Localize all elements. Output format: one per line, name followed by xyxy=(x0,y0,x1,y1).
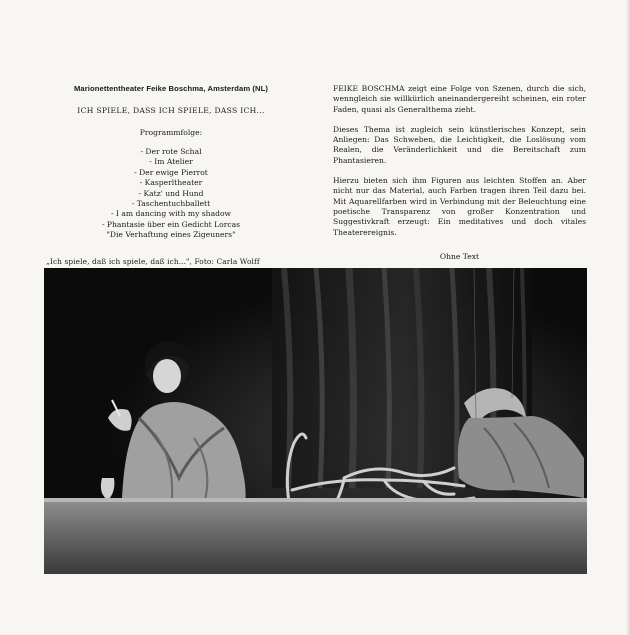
programm-item: - Kasperltheater xyxy=(139,178,203,188)
programm-item: - Der ewige Pierrot xyxy=(134,167,208,177)
programm-item: - Katz' und Hund xyxy=(138,188,204,198)
description-paragraph: Hierzu bieten sich ihm Figuren aus leichten Stoffen an. Aber nicht nur das Material, auch Farben tragen ihren Teil dazu bei. Mit Aquarellfarben wird in Verbindung mit der Beleuchtung eine poetische Transparenz von großer Konzentration und Suggestivkraft erzeugt: Ein meditatives und doch vitales Theaterereignis. xyxy=(333,176,586,237)
left-column xyxy=(46,84,296,241)
stage-photo-illustration xyxy=(44,268,587,574)
table-edge xyxy=(44,498,587,502)
programm-item: - Im Atelier xyxy=(149,157,193,167)
play-title: ICH SPIELE, DASS ICH SPIELE, DASS ICH... xyxy=(77,106,265,115)
programm-item: - Phantasie über ein Gedicht Lorcas xyxy=(101,219,241,229)
photo-caption: „Ich spiele, daß ich spiele, daß ich...", Foto: Carla Wolff xyxy=(46,257,260,266)
programm-item: - Der rote Schal xyxy=(140,147,202,156)
description-paragraph: FEIKE BOSCHMA zeigt eine Folge von Szenen, durch die sich, wenngleich sie willkürlich aneinandergereiht scheinen, ein roter Faden, quasi als Generalthema zieht. xyxy=(333,84,586,114)
programm-label: Programmfolge: xyxy=(139,128,203,137)
ohne-text-note: Ohne Text xyxy=(439,251,480,261)
stage-photo xyxy=(44,268,587,574)
theater-title: Marionettentheater Feike Boschma, Amsterdam (NL) xyxy=(74,84,268,93)
programm-item: - I am dancing with my shadow xyxy=(110,209,232,219)
page-edge-shadow xyxy=(626,0,630,635)
programm-item: "Die Verhaftung eines Zigeuners" xyxy=(106,230,236,240)
programm-item: - Taschentuchballett xyxy=(131,199,211,209)
stage-table xyxy=(44,500,587,574)
programm-list xyxy=(46,147,296,241)
right-column xyxy=(333,84,586,292)
description-paragraph: Dieses Thema ist zugleich sein künstlerisches Konzept, sein Anliegen: Das Schweben, die Leichtigkeit, die Loslösung vom Realen, die Veränderlichkeit und die Bereitschaft zum Phantasieren. xyxy=(333,124,586,165)
